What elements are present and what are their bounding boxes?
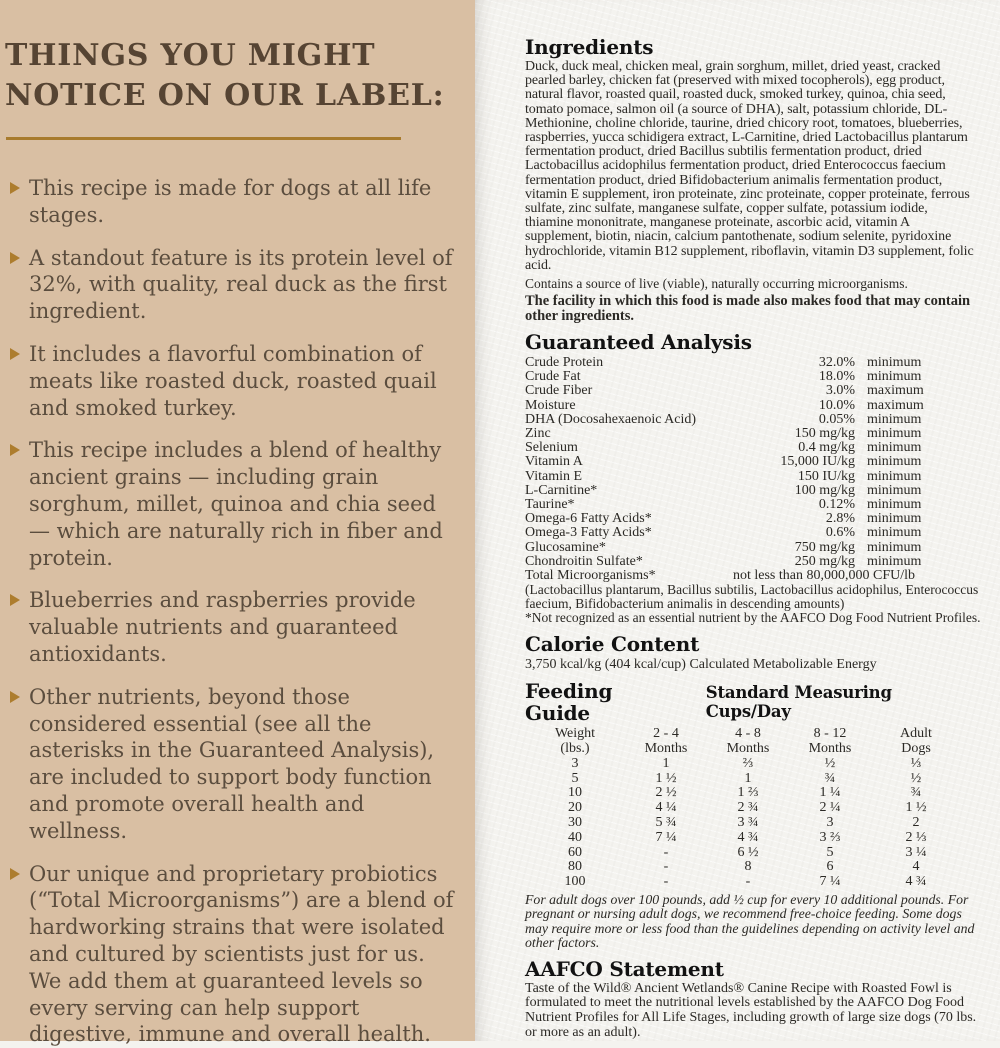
fg-2-4-months-cell: - <box>663 874 669 890</box>
fg-8-12-months-cell: ¾ <box>824 770 836 786</box>
ingredients-section <box>525 36 975 324</box>
feeding-guide-row <box>525 875 975 890</box>
column-header-line2: (lbs.) <box>560 741 590 757</box>
column-header-line1: 4 - 8 <box>735 726 761 742</box>
fg-4-8-months-cell: 1 <box>744 770 752 786</box>
fg-4-8-months-cell: 2 ¾ <box>737 800 759 816</box>
microorganism-detail: (Lactobacillus plantarum, Bacillus subtilis, Lactobacillus acidophilus, Enterococcus faecium, Bifidobacterium animalis in descending amounts) <box>525 582 979 612</box>
ga-nutrient-label: Vitamin E <box>525 468 583 484</box>
feeding-guide-row <box>525 831 975 846</box>
fg-adult-dogs-cell: 4 <box>912 859 920 875</box>
fg-weight-cell: 30 <box>568 815 582 831</box>
fg-2-4-months-cell: - <box>663 859 669 875</box>
ga-nutrient-value: 10.0% <box>818 397 855 413</box>
column-header-line2: Months <box>726 741 770 757</box>
ga-nutrient-qualifier: minimum <box>867 539 922 555</box>
bullet-arrow-icon <box>10 691 20 703</box>
fg-8-12-months-cell: 7 ¼ <box>819 874 841 890</box>
note-text: This recipe includes a blend of healthy ancient grains — including grain sorghum, millet, quinoa and chia seed — which are naturally rich in fiber and protein. <box>29 438 443 570</box>
ga-nutrient-value: 750 mg/kg <box>794 539 855 555</box>
ga-nutrient-qualifier: minimum <box>867 411 922 427</box>
ga-nutrient-value: 250 mg/kg <box>794 553 855 569</box>
ga-row <box>525 441 975 455</box>
ga-nutrient-qualifier: minimum <box>867 426 922 442</box>
ga-row <box>525 356 975 370</box>
ga-nutrient-qualifier: minimum <box>867 553 922 569</box>
fg-8-12-months-cell: 3 <box>826 815 834 831</box>
ga-total-label: Total Microorganisms* <box>525 568 656 584</box>
ga-nutrient-label: Crude Protein <box>525 355 604 371</box>
bullet-arrow-icon <box>10 252 20 264</box>
asterisk-note: *Not recognized as an essential nutrient by the AAFCO Dog Food Nutrient Profiles. <box>525 610 981 626</box>
ga-row <box>525 484 975 498</box>
ga-nutrient-label: Omega-3 Fatty Acids* <box>525 525 652 541</box>
ga-nutrient-label: Taurine* <box>525 497 575 513</box>
aafco-statement-heading: AAFCO Statement <box>525 956 724 981</box>
ga-nutrient-qualifier: minimum <box>867 482 922 498</box>
note-text: This recipe is made for dogs at all life stages. <box>29 176 432 227</box>
fg-adult-dogs-cell: 3 ¼ <box>905 844 927 860</box>
ga-nutrient-label: Vitamin A <box>525 454 583 470</box>
fg-adult-dogs-cell: 2 ⅓ <box>905 829 927 845</box>
fg-2-4-months-cell: - <box>663 844 669 860</box>
feeding-guide-row <box>525 786 975 801</box>
guaranteed-analysis-table <box>525 356 975 569</box>
ga-nutrient-value: 100 mg/kg <box>794 482 855 498</box>
ga-nutrient-value: 3.0% <box>825 383 855 399</box>
ga-total-value: not less than 80,000,000 CFU/lb <box>732 568 915 584</box>
label-notes-panel <box>0 0 475 1047</box>
feeding-guide-column-header <box>625 727 707 757</box>
feeding-guide-note: For adult dogs over 100 pounds, add ½ cup for every 10 additional pounds. For pregnant or nursing adult dogs, we recommend free-choice feeding. Some dogs may require more or less food than the guidelines depending on activity level and other factors. <box>525 892 975 951</box>
bullet-arrow-icon <box>10 182 20 194</box>
feeding-guide-row <box>525 757 975 772</box>
fg-4-8-months-cell: ⅔ <box>742 755 754 771</box>
aafco-statement-section <box>525 958 975 1041</box>
note-text: Blueberries and raspberries provide valuable nutrients and guaranteed antioxidants. <box>29 588 416 666</box>
fg-8-12-months-cell: 5 <box>826 844 834 860</box>
contains-note: Contains a source of live (viable), naturally occurring microorganisms. <box>525 276 908 292</box>
column-header-line2: Dogs <box>901 741 931 757</box>
ga-nutrient-value: 18.0% <box>818 369 855 385</box>
ga-nutrient-qualifier: minimum <box>867 497 922 513</box>
ga-nutrient-qualifier: maximum <box>867 397 924 413</box>
ga-nutrient-label: Selenium <box>525 440 578 456</box>
fg-2-4-months-cell: 2 ½ <box>655 785 677 801</box>
ga-nutrient-value: 0.05% <box>818 411 855 427</box>
ga-row <box>525 541 975 555</box>
feeding-guide-subheading: Standard Measuring Cups/Day <box>705 683 892 722</box>
fg-adult-dogs-cell: 1 ½ <box>905 800 927 816</box>
ga-nutrient-label: L-Carnitine* <box>525 482 598 498</box>
ga-row <box>525 427 975 441</box>
feeding-guide-row <box>525 860 975 875</box>
note-item <box>5 437 460 571</box>
calorie-content-text: 3,750 kcal/kg (404 kcal/cup) Calculated Metabolizable Energy <box>525 657 877 673</box>
ga-nutrient-label: Chondroitin Sulfate* <box>525 553 643 569</box>
column-header-line1: Adult <box>900 726 932 742</box>
bullet-arrow-icon <box>10 868 20 880</box>
ga-row <box>525 413 975 427</box>
feeding-guide-heading: Feeding Guide <box>525 679 613 726</box>
ga-nutrient-label: Crude Fat <box>525 369 581 385</box>
ga-nutrient-value: 150 mg/kg <box>794 426 855 442</box>
feeding-guide-column-header <box>525 727 625 757</box>
ga-nutrient-label: Glucosamine* <box>525 539 606 555</box>
notes-list <box>5 175 455 1048</box>
fg-8-12-months-cell: 6 <box>826 859 834 875</box>
ingredients-heading: Ingredients <box>525 35 654 59</box>
fg-8-12-months-cell: 3 ⅔ <box>819 829 841 845</box>
ga-row <box>525 555 975 569</box>
feeding-guide-row <box>525 772 975 787</box>
fg-2-4-months-cell: 1 ½ <box>655 770 677 786</box>
ga-nutrient-label: Omega-6 Fatty Acids* <box>525 511 652 527</box>
note-text: A standout feature is its protein level of 32%, with quality, real duck as the first ingredient. <box>29 245 453 324</box>
fg-adult-dogs-cell: 2 <box>912 815 920 831</box>
column-header-line1: 2 - 4 <box>653 726 679 742</box>
ga-nutrient-qualifier: minimum <box>867 468 922 484</box>
fg-2-4-months-cell: 5 ¾ <box>655 815 677 831</box>
ga-nutrient-value: 0.4 mg/kg <box>798 440 855 456</box>
note-text: Other nutrients, beyond those considered essential (see all the asterisks in the Guaranteed Analysis), are included to support body function and promote overall health and wellness. <box>29 684 435 843</box>
feeding-guide-section <box>525 680 975 950</box>
note-item <box>5 587 460 667</box>
calorie-content-section <box>525 633 975 672</box>
ga-nutrient-label: Crude Fiber <box>525 383 593 399</box>
fg-adult-dogs-cell: ⅓ <box>910 755 922 771</box>
ga-row <box>525 498 975 512</box>
feeding-guide-row <box>525 846 975 861</box>
ga-row <box>525 455 975 469</box>
feeding-guide-column-header <box>871 727 961 757</box>
ga-nutrient-qualifier: minimum <box>867 525 922 541</box>
fg-2-4-months-cell: 1 <box>662 755 670 771</box>
fg-8-12-months-cell: ½ <box>824 755 836 771</box>
column-header-line2: Months <box>644 741 688 757</box>
fg-4-8-months-cell: 3 ¾ <box>737 815 759 831</box>
fg-4-8-months-cell: 6 ½ <box>737 844 759 860</box>
fg-8-12-months-cell: 1 ¼ <box>819 785 841 801</box>
feeding-guide-heading-row <box>525 680 975 724</box>
fg-2-4-months-cell: 4 ¼ <box>655 800 677 816</box>
fg-adult-dogs-cell: ½ <box>910 770 922 786</box>
feeding-guide-column-header <box>789 727 871 757</box>
ga-nutrient-label: Zinc <box>525 426 551 442</box>
ga-nutrient-value: 2.8% <box>825 511 855 527</box>
fg-2-4-months-cell: 7 ¼ <box>655 829 677 845</box>
heading-divider <box>6 137 401 140</box>
ga-nutrient-value: 32.0% <box>818 355 855 371</box>
note-item <box>5 341 460 421</box>
feeding-guide-column-header <box>707 727 789 757</box>
ga-nutrient-value: 15,000 IU/kg <box>780 454 855 470</box>
ga-row <box>525 470 975 484</box>
ga-nutrient-label: DHA (Docosahexaenoic Acid) <box>525 411 697 427</box>
note-text: Our unique and proprietary probiotics (“Total Microorganisms”) are a blend of hardworking strains that were isolated and cultured by scientists just for us. We add them at guaranteed levels so every serving can help support digestive, immune and overall health. <box>29 861 454 1047</box>
feeding-guide-rows <box>525 757 975 890</box>
ga-nutrient-qualifier: minimum <box>867 511 922 527</box>
calorie-content-heading: Calorie Content <box>525 632 700 657</box>
ingredients-text: Duck, duck meal, chicken meal, grain sorghum, millet, dried yeast, cracked pearled barley, chicken fat (preserved with mixed tocopherols), egg product, natural flavor, roasted quail, roasted duck, smoked turkey, quinoa, chia seed, tomato pomace, salmon oil (a source of DHA), salt, potassium chloride, DL-Methionine, choline chloride, taurine, dried chicory root, tomatoes, blueberries, raspberries, yucca schidigera extract, L-Carnitine, dried Lactobacillus plantarum fermentation product, dried Bacillus subtilis fermentation product, dried Lactobacillus acidophilus fermentation product, dried Enterococcus faecium fermentation product, dried Bifidobacterium animalis fermentation product, vitamin E supplement, iron proteinate, zinc proteinate, copper proteinate, ferrous sulfate, zinc sulfate, manganese sulfate, copper sulfate, potassium iodide, thiamine mononitrate, manganese proteinate, ascorbic acid, vitamin A supplement, biotin, niacin, calcium pantothenate, sodium selenite, pyridoxine hydrochloride, vitamin B12 supplement, riboflavin, vitamin D3 supplement, folic acid. <box>525 59 974 273</box>
bullet-arrow-icon <box>10 348 20 360</box>
note-item <box>5 245 460 325</box>
ga-row <box>525 512 975 526</box>
feeding-guide-row <box>525 801 975 816</box>
note-item <box>5 175 460 229</box>
fg-adult-dogs-cell: 4 ¾ <box>905 874 927 890</box>
ga-nutrient-qualifier: minimum <box>867 369 922 385</box>
nutrition-label-panel <box>475 0 1000 1041</box>
fg-weight-cell: 5 <box>571 770 579 786</box>
column-header-line1: 8 - 12 <box>813 726 847 742</box>
ga-nutrient-qualifier: minimum <box>867 355 922 371</box>
ga-nutrient-value: 150 IU/kg <box>797 468 855 484</box>
ga-row <box>525 384 975 398</box>
feeding-guide-header <box>525 727 975 757</box>
column-header-line1: Weight <box>554 726 596 742</box>
ga-nutrient-qualifier: minimum <box>867 440 922 456</box>
guaranteed-analysis-section <box>525 330 981 626</box>
fg-weight-cell: 80 <box>568 859 582 875</box>
fg-4-8-months-cell: - <box>745 874 751 890</box>
bullet-arrow-icon <box>10 594 20 606</box>
notes-heading: THINGS YOU MIGHT NOTICE ON OUR LABEL: <box>5 38 445 113</box>
aafco-statement-text: Taste of the Wild® Ancient Wetlands® Canine Recipe with Roasted Fowl is formulated to meet the nutritional levels established by the AAFCO Dog Food Nutrient Profiles for All Life Stages, including growth of large size dogs (70 lbs. or more as an adult). <box>525 980 977 1041</box>
ga-row <box>525 370 975 384</box>
fg-weight-cell: 100 <box>564 874 586 890</box>
ga-nutrient-qualifier: maximum <box>867 383 924 399</box>
feeding-guide-row <box>525 816 975 831</box>
fg-weight-cell: 60 <box>568 844 582 860</box>
column-header-line2: Months <box>808 741 852 757</box>
ga-row <box>525 526 975 540</box>
facility-note: The facility in which this food is made also makes food that may contain other ingredients. <box>525 293 971 325</box>
ga-nutrient-value: 0.6% <box>825 525 855 541</box>
note-text: It includes a flavorful combination of meats like roasted duck, roasted quail and smoked turkey. <box>29 341 437 420</box>
fg-weight-cell: 3 <box>571 755 579 771</box>
fg-8-12-months-cell: 2 ¼ <box>819 800 841 816</box>
note-item <box>5 684 460 845</box>
bullet-arrow-icon <box>10 444 20 456</box>
fg-4-8-months-cell: 8 <box>744 859 752 875</box>
fg-weight-cell: 40 <box>568 829 582 845</box>
fg-4-8-months-cell: 4 ¾ <box>737 829 759 845</box>
ga-row <box>525 399 975 413</box>
guaranteed-analysis-heading: Guaranteed Analysis <box>525 330 752 355</box>
ga-nutrient-label: Moisture <box>525 397 576 413</box>
fg-4-8-months-cell: 1 ⅔ <box>737 785 759 801</box>
ga-total-row <box>525 569 975 583</box>
fg-weight-cell: 20 <box>568 800 582 816</box>
ga-nutrient-qualifier: minimum <box>867 454 922 470</box>
fg-adult-dogs-cell: ¾ <box>910 785 922 801</box>
fg-weight-cell: 10 <box>568 785 582 801</box>
feeding-guide-table <box>525 727 975 890</box>
ga-nutrient-value: 0.12% <box>818 497 855 513</box>
note-item <box>5 861 460 1048</box>
